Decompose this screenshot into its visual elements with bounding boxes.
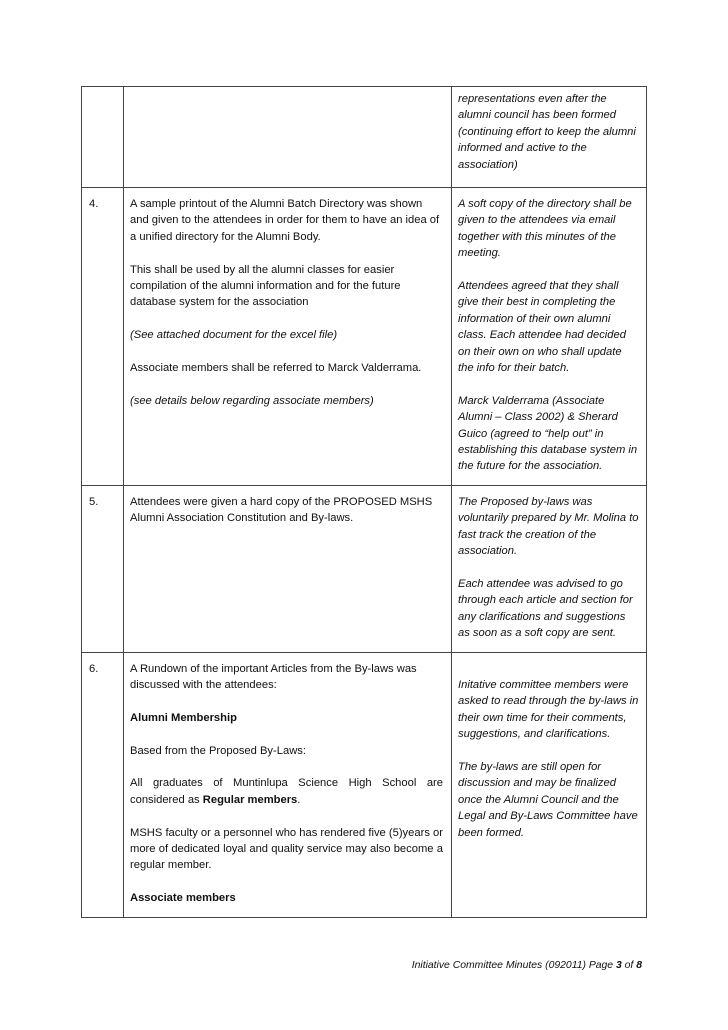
discussion-cell <box>124 87 452 188</box>
footer-label: Initiative Committee Minutes (092011) Page <box>411 960 616 971</box>
discussion-note: (see details below regarding associate members) <box>130 394 374 407</box>
item-number-cell <box>82 87 124 188</box>
item-number: 5. <box>82 485 124 652</box>
footer-of: of <box>621 960 637 971</box>
action-cell <box>452 485 647 652</box>
table-row <box>82 188 647 486</box>
footer-page-total: 8 <box>636 960 642 971</box>
action-text: Each attendee was advised to go through each article and section for any clarifications and suggestions as soon as a soft copy are sent. <box>458 577 633 640</box>
discussion-note: (See attached document for the excel file) <box>130 329 338 342</box>
action-text: The Proposed by-laws was voluntarily prepared by Mr. Molina to fast track the creation of the association. <box>458 495 639 558</box>
discussion-text: MSHS faculty or a personnel who has rendered five (5)years or more of dedicated loyal and quality service may also become a regular member. <box>130 826 443 872</box>
action-cell <box>452 652 647 917</box>
discussion-text: A sample printout of the Alumni Batch Directory was shown and given to the attendees in order for them to have an idea of a unified directory for the Alumni Body. <box>130 198 440 243</box>
discussion-text: A Rundown of the important Articles from the By-laws was discussed with the attendees: <box>130 662 417 691</box>
minutes-table <box>81 86 647 918</box>
discussion-text-part: . <box>297 793 301 806</box>
discussion-cell <box>124 652 452 917</box>
action-text: The by-laws are still open for discussion and may be finalized once the Alumni Council and the Legal and By-Laws Committee have been formed. <box>458 760 638 839</box>
discussion-text-part: All graduates of Muntinlupa Science High School are considered as <box>130 777 443 806</box>
table-row <box>82 87 647 188</box>
discussion-text: Based from the Proposed By-Laws: <box>130 744 306 757</box>
item-number: 6. <box>82 652 124 917</box>
page-footer <box>412 960 642 971</box>
footer-page-number: 3 <box>615 960 622 971</box>
discussion-text: This shall be used by all the alumni classes for easier compilation of the alumni information and for the future database system for the association <box>130 263 401 309</box>
discussion-text: Attendees were given a hard copy of the PROPOSED MSHS Alumni Association Constitution and By-laws. <box>130 495 433 525</box>
action-text: A soft copy of the directory shall be given to the attendees via email together with this minutes of the meeting. <box>458 198 632 260</box>
action-cell <box>452 188 647 486</box>
action-text: Attendees agreed that they shall give their best in completing the information of their own alumni class. Each attendee had decided on their own on who shall update the info for their batch. <box>458 280 626 375</box>
section-heading: Alumni Membership <box>130 711 237 724</box>
discussion-cell <box>124 485 452 652</box>
action-cell <box>452 87 647 188</box>
section-heading: Associate members <box>130 892 236 905</box>
table-row <box>82 485 647 652</box>
action-text: Initative committee members were asked to read through the by-laws in their own time for their comments, suggestions, and clarifications. <box>458 678 639 741</box>
discussion-text <box>130 775 443 808</box>
action-text: Marck Valderrama (Associate Alumni – Class 2002) & Sherard Guico (agreed to “help out” in establishing this database system in the future for the association. <box>458 394 638 473</box>
table-row <box>82 652 647 917</box>
action-text: representations even after the alumni council has been formed (continuing effort to keep the alumni informed and active to the association) <box>458 93 636 171</box>
discussion-text: Associate members shall be referred to Marck Valderrama. <box>130 362 422 375</box>
discussion-cell <box>124 188 452 486</box>
regular-members-term: Regular members <box>202 793 298 806</box>
item-number: 4. <box>82 188 124 486</box>
